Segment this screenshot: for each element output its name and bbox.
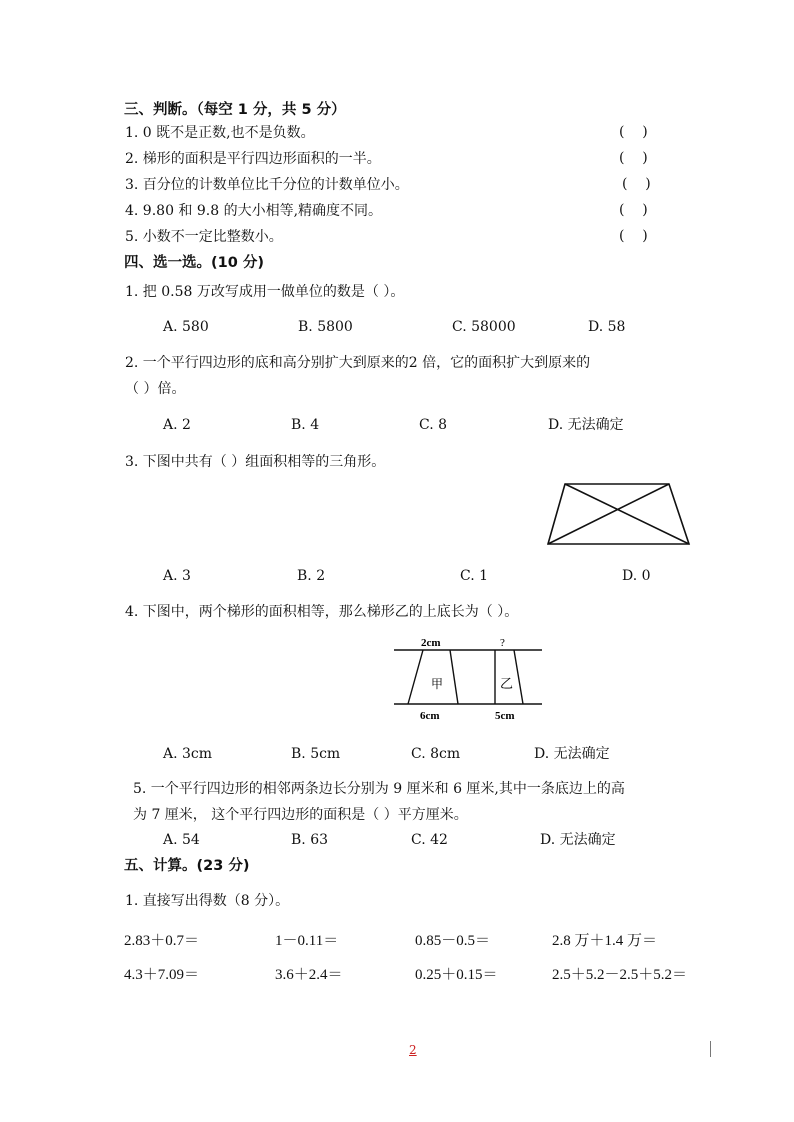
answer-paren-5[interactable]: ( ) xyxy=(619,228,648,244)
page-number: 2 xyxy=(409,1043,417,1057)
two-trapezoids-figure xyxy=(392,632,544,724)
diagonal-2 xyxy=(548,484,669,544)
q2-option-a[interactable]: A. 2 xyxy=(163,417,191,433)
trapezoid-jia-right-side xyxy=(450,650,458,704)
judge-item-4: 4. 9.80 和 9.8 的大小相等,精确度不同。 xyxy=(125,203,383,219)
label-jia: 甲 xyxy=(431,677,444,691)
q4-option-b[interactable]: B. 5cm xyxy=(291,746,341,762)
label-bottom-right: 5cm xyxy=(495,710,515,722)
diagonal-1 xyxy=(565,484,689,544)
trapezoid-jia-left-side xyxy=(408,650,423,704)
choice-q4: 4. 下图中，两个梯形的面积相等，那么梯形乙的上底长为（ ）。 xyxy=(125,604,519,620)
choice-q1: 1. 把 0.58 万改写成用一做单位的数是（ ）。 xyxy=(125,284,405,300)
choice-q5-line2: 为 7 厘米， 这个平行四边形的面积是（ ）平方厘米。 xyxy=(133,807,468,823)
label-yi: 乙 xyxy=(500,676,514,691)
trapezoid-diagonals-figure xyxy=(546,482,692,548)
choice-q5-line1: 5. 一个平行四边形的相邻两条边长分别为 9 厘米和 6 厘米,其中一条底边上的高 xyxy=(133,781,625,797)
answer-paren-4[interactable]: ( ) xyxy=(619,202,648,218)
q2-option-d[interactable]: D. 无法确定 xyxy=(548,417,624,433)
q1-option-d[interactable]: D. 58 xyxy=(588,319,626,335)
q1-option-a[interactable]: A. 580 xyxy=(163,319,209,335)
q5-option-a[interactable]: A. 54 xyxy=(163,832,200,848)
calc-item: 2.8 万＋1.4 万＝ xyxy=(552,933,658,949)
answer-paren-1[interactable]: ( ) xyxy=(619,124,648,140)
calc-item: 2.5＋5.2－2.5＋5.2＝ xyxy=(552,967,688,983)
judge-item-2: 2. 梯形的面积是平行四边形面积的一半。 xyxy=(125,151,381,167)
q1-option-c[interactable]: C. 58000 xyxy=(452,319,516,335)
q3-option-d[interactable]: D. 0 xyxy=(622,568,651,584)
answer-paren-2[interactable]: ( ) xyxy=(619,150,648,166)
label-top-left: 2cm xyxy=(421,637,441,649)
calc-item: 3.6＋2.4＝ xyxy=(275,967,343,983)
judge-item-1: 1. 0 既不是正数,也不是负数。 xyxy=(125,125,315,141)
choice-q2-line2: （ ）倍。 xyxy=(125,381,186,397)
q5-option-c[interactable]: C. 42 xyxy=(411,832,448,848)
q4-option-c[interactable]: C. 8cm xyxy=(411,746,461,762)
choice-q3: 3. 下图中共有（ ）组面积相等的三角形。 xyxy=(125,454,386,470)
calc-item: 0.25＋0.15＝ xyxy=(415,967,498,983)
section-5-title: 五、计算。(23 分) xyxy=(124,858,250,874)
calc-item: 2.83＋0.7＝ xyxy=(124,933,200,949)
calc-item: 4.3＋7.09＝ xyxy=(124,967,200,983)
margin-marker xyxy=(710,1041,711,1057)
label-bottom-left: 6cm xyxy=(420,710,440,722)
q1-option-b[interactable]: B. 5800 xyxy=(298,319,353,335)
judge-item-3: 3. 百分位的计数单位比千分位的计数单位小。 xyxy=(125,177,409,193)
q2-option-c[interactable]: C. 8 xyxy=(419,417,448,433)
answer-paren-3[interactable]: ( ) xyxy=(622,176,651,192)
choice-q2-line1: 2. 一个平行四边形的底和高分别扩大到原来的2 倍，它的面积扩大到原来的 xyxy=(125,355,591,371)
q5-option-d[interactable]: D. 无法确定 xyxy=(540,832,616,848)
label-top-right: ? xyxy=(500,637,505,649)
judge-item-5: 5. 小数不一定比整数小。 xyxy=(125,229,283,245)
calc-q1-title: 1. 直接写出得数（8 分）。 xyxy=(125,893,290,909)
q5-option-b[interactable]: B. 63 xyxy=(291,832,329,848)
calc-item: 0.85－0.5＝ xyxy=(415,933,491,949)
q3-option-a[interactable]: A. 3 xyxy=(163,568,191,584)
trapezoid-yi-right-side xyxy=(514,650,523,704)
section-4-title: 四、选一选。(10 分) xyxy=(124,255,264,271)
q3-option-b[interactable]: B. 2 xyxy=(297,568,326,584)
q3-option-c[interactable]: C. 1 xyxy=(460,568,489,584)
calc-item: 1－0.11＝ xyxy=(275,933,339,949)
section-3-title: 三、判断。（每空 1 分，共 5 分） xyxy=(124,102,346,118)
q2-option-b[interactable]: B. 4 xyxy=(291,417,320,433)
q4-option-a[interactable]: A. 3cm xyxy=(163,746,213,762)
trapezoid-outline xyxy=(548,484,689,544)
q4-option-d[interactable]: D. 无法确定 xyxy=(534,746,610,762)
